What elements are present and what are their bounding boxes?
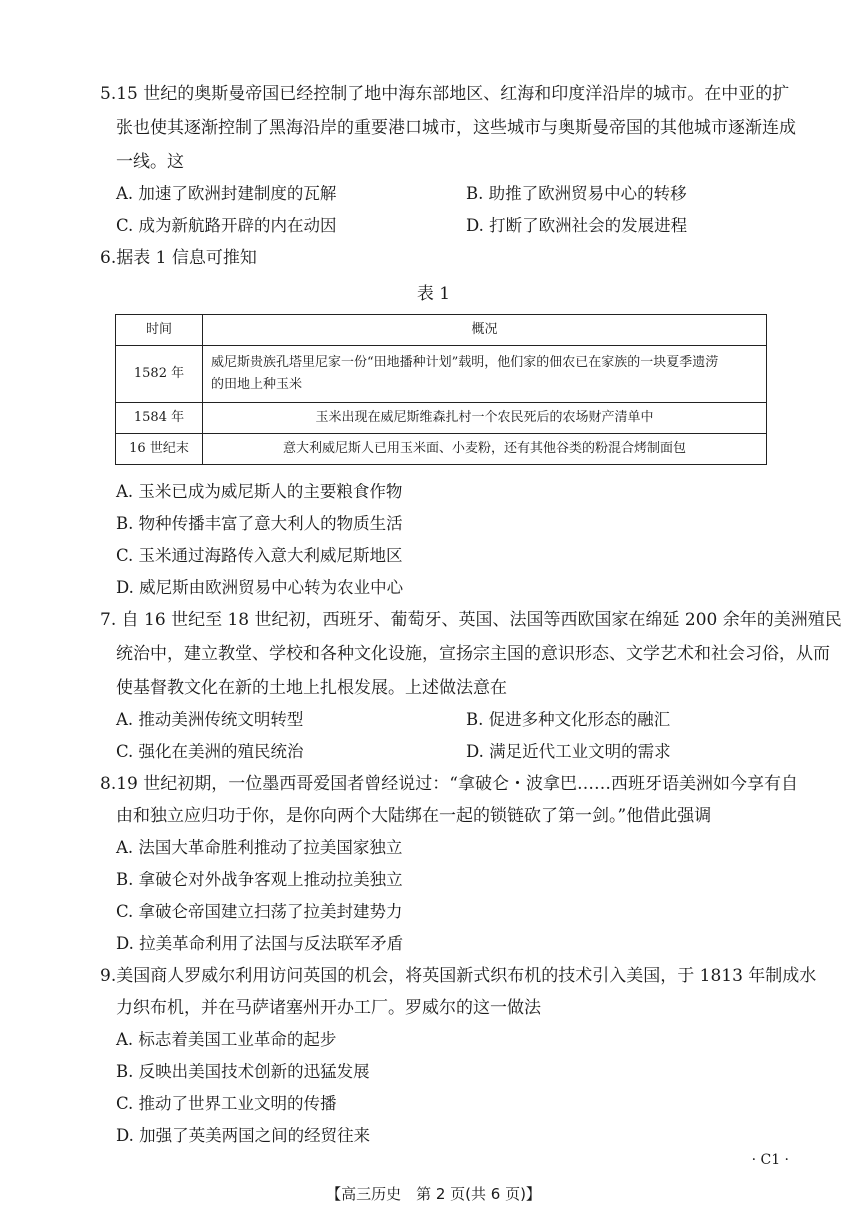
q5-stem-line-2: 张也使其逐渐控制了黑海沿岸的重要港口城市，这些城市与奥斯曼帝国的其他城市逐渐连成 bbox=[116, 118, 796, 138]
table-cell-desc bbox=[203, 346, 767, 403]
q6-option-b: B. 物种传播丰富了意大利人的物质生活 bbox=[116, 514, 403, 533]
q8-stem-line-1: 8.19 世纪初期，一位墨西哥爱国者曾经说过：“拿破仑・波拿巴……西班牙语美洲如今享有自 bbox=[100, 774, 798, 794]
table-cell-desc-line-1: 威尼斯贵族孔塔里尼家一份“田地播种计划”载明，他们家的佃农已在家族的一块夏季遗涝 bbox=[211, 355, 719, 370]
table-cell-time: 1582 年 bbox=[116, 346, 203, 403]
table-caption: 表 1 bbox=[416, 284, 451, 304]
table-row bbox=[116, 346, 767, 403]
q5-option-d: D. 打断了欧洲社会的发展进程 bbox=[466, 216, 688, 235]
q6-option-d: D. 威尼斯由欧洲贸易中心转为农业中心 bbox=[116, 578, 404, 597]
q9-option-a: A. 标志着美国工业革命的起步 bbox=[116, 1030, 337, 1049]
q8-option-c: C. 拿破仑帝国建立扫荡了拉美封建势力 bbox=[116, 902, 403, 921]
table-cell-time: 1584 年 bbox=[116, 403, 203, 434]
table-header-time: 时间 bbox=[116, 315, 203, 346]
q7-option-a: A. 推动美洲传统文明转型 bbox=[116, 710, 304, 729]
table-cell-desc: 玉米出现在威尼斯维森扎村一个农民死后的农场财产清单中 bbox=[203, 403, 767, 434]
q7-option-c: C. 强化在美洲的殖民统治 bbox=[116, 742, 304, 761]
q9-stem-line-2: 力织布机，并在马萨诸塞州开办工厂。罗威尔的这一做法 bbox=[116, 998, 541, 1018]
q7-stem-line-1: 7. 自 16 世纪至 18 世纪初，西班牙、葡萄牙、英国、法国等西欧国家在绵延 200 余年的美洲殖民 bbox=[100, 610, 842, 630]
q7-option-d: D. 满足近代工业文明的需求 bbox=[466, 742, 671, 761]
q6-option-c: C. 玉米通过海路传入意大利威尼斯地区 bbox=[116, 546, 403, 565]
q7-stem-line-2: 统治中，建立教堂、学校和各种文化设施，宣扬宗主国的意识形态、文学艺术和社会习俗，从而 bbox=[116, 644, 830, 664]
page-footer: 【高三历史 第 2 页(共 6 页)】 bbox=[326, 1185, 541, 1203]
q9-option-c: C. 推动了世界工业文明的传播 bbox=[116, 1094, 337, 1113]
q7-option-b: B. 促进多种文化形态的融汇 bbox=[466, 710, 671, 729]
q8-option-d: D. 拉美革命利用了法国与反法联军矛盾 bbox=[116, 934, 404, 953]
q5-option-a: A. 加速了欧洲封建制度的瓦解 bbox=[116, 184, 337, 203]
table-header-row bbox=[116, 315, 767, 346]
q9-option-d: D. 加强了英美两国之间的经贸往来 bbox=[116, 1126, 371, 1145]
paper-code: · C1 · bbox=[751, 1152, 789, 1168]
q6-stem: 6.据表 1 信息可推知 bbox=[100, 248, 257, 268]
table-row bbox=[116, 403, 767, 434]
q8-stem-line-2: 由和独立应归功于你，是你向两个大陆绑在一起的锁链砍了第一剑。”他借此强调 bbox=[116, 806, 712, 826]
q5-option-c: C. 成为新航路开辟的内在动因 bbox=[116, 216, 337, 235]
q9-option-b: B. 反映出美国技术创新的迅猛发展 bbox=[116, 1062, 370, 1081]
q7-stem-line-3: 使基督教文化在新的土地上扎根发展。上述做法意在 bbox=[116, 678, 507, 698]
q5-stem-line-1: 5.15 世纪的奥斯曼帝国已经控制了地中海东部地区、红海和印度洋沿岸的城市。在中亚的扩 bbox=[100, 84, 790, 104]
table-cell-desc-line-2: 的田地上种玉米 bbox=[211, 377, 303, 392]
q8-option-b: B. 拿破仑对外战争客观上推动拉美独立 bbox=[116, 870, 403, 889]
q6-option-a: A. 玉米已成为威尼斯人的主要粮食作物 bbox=[116, 482, 403, 501]
q5-option-b: B. 助推了欧洲贸易中心的转移 bbox=[466, 184, 687, 203]
info-table bbox=[115, 314, 767, 465]
table-row bbox=[116, 434, 767, 465]
table-cell-desc: 意大利威尼斯人已用玉米面、小麦粉，还有其他谷类的粉混合烤制面包 bbox=[203, 434, 767, 465]
table-cell-time: 16 世纪末 bbox=[116, 434, 203, 465]
q5-stem-line-3: 一线。这 bbox=[116, 152, 184, 172]
table-header-desc: 概况 bbox=[203, 315, 767, 346]
q8-option-a: A. 法国大革命胜利推动了拉美国家独立 bbox=[116, 838, 403, 857]
q9-stem-line-1: 9.美国商人罗威尔利用访问英国的机会，将英国新式织布机的技术引入美国，于 1813 年制成水 bbox=[100, 966, 817, 986]
